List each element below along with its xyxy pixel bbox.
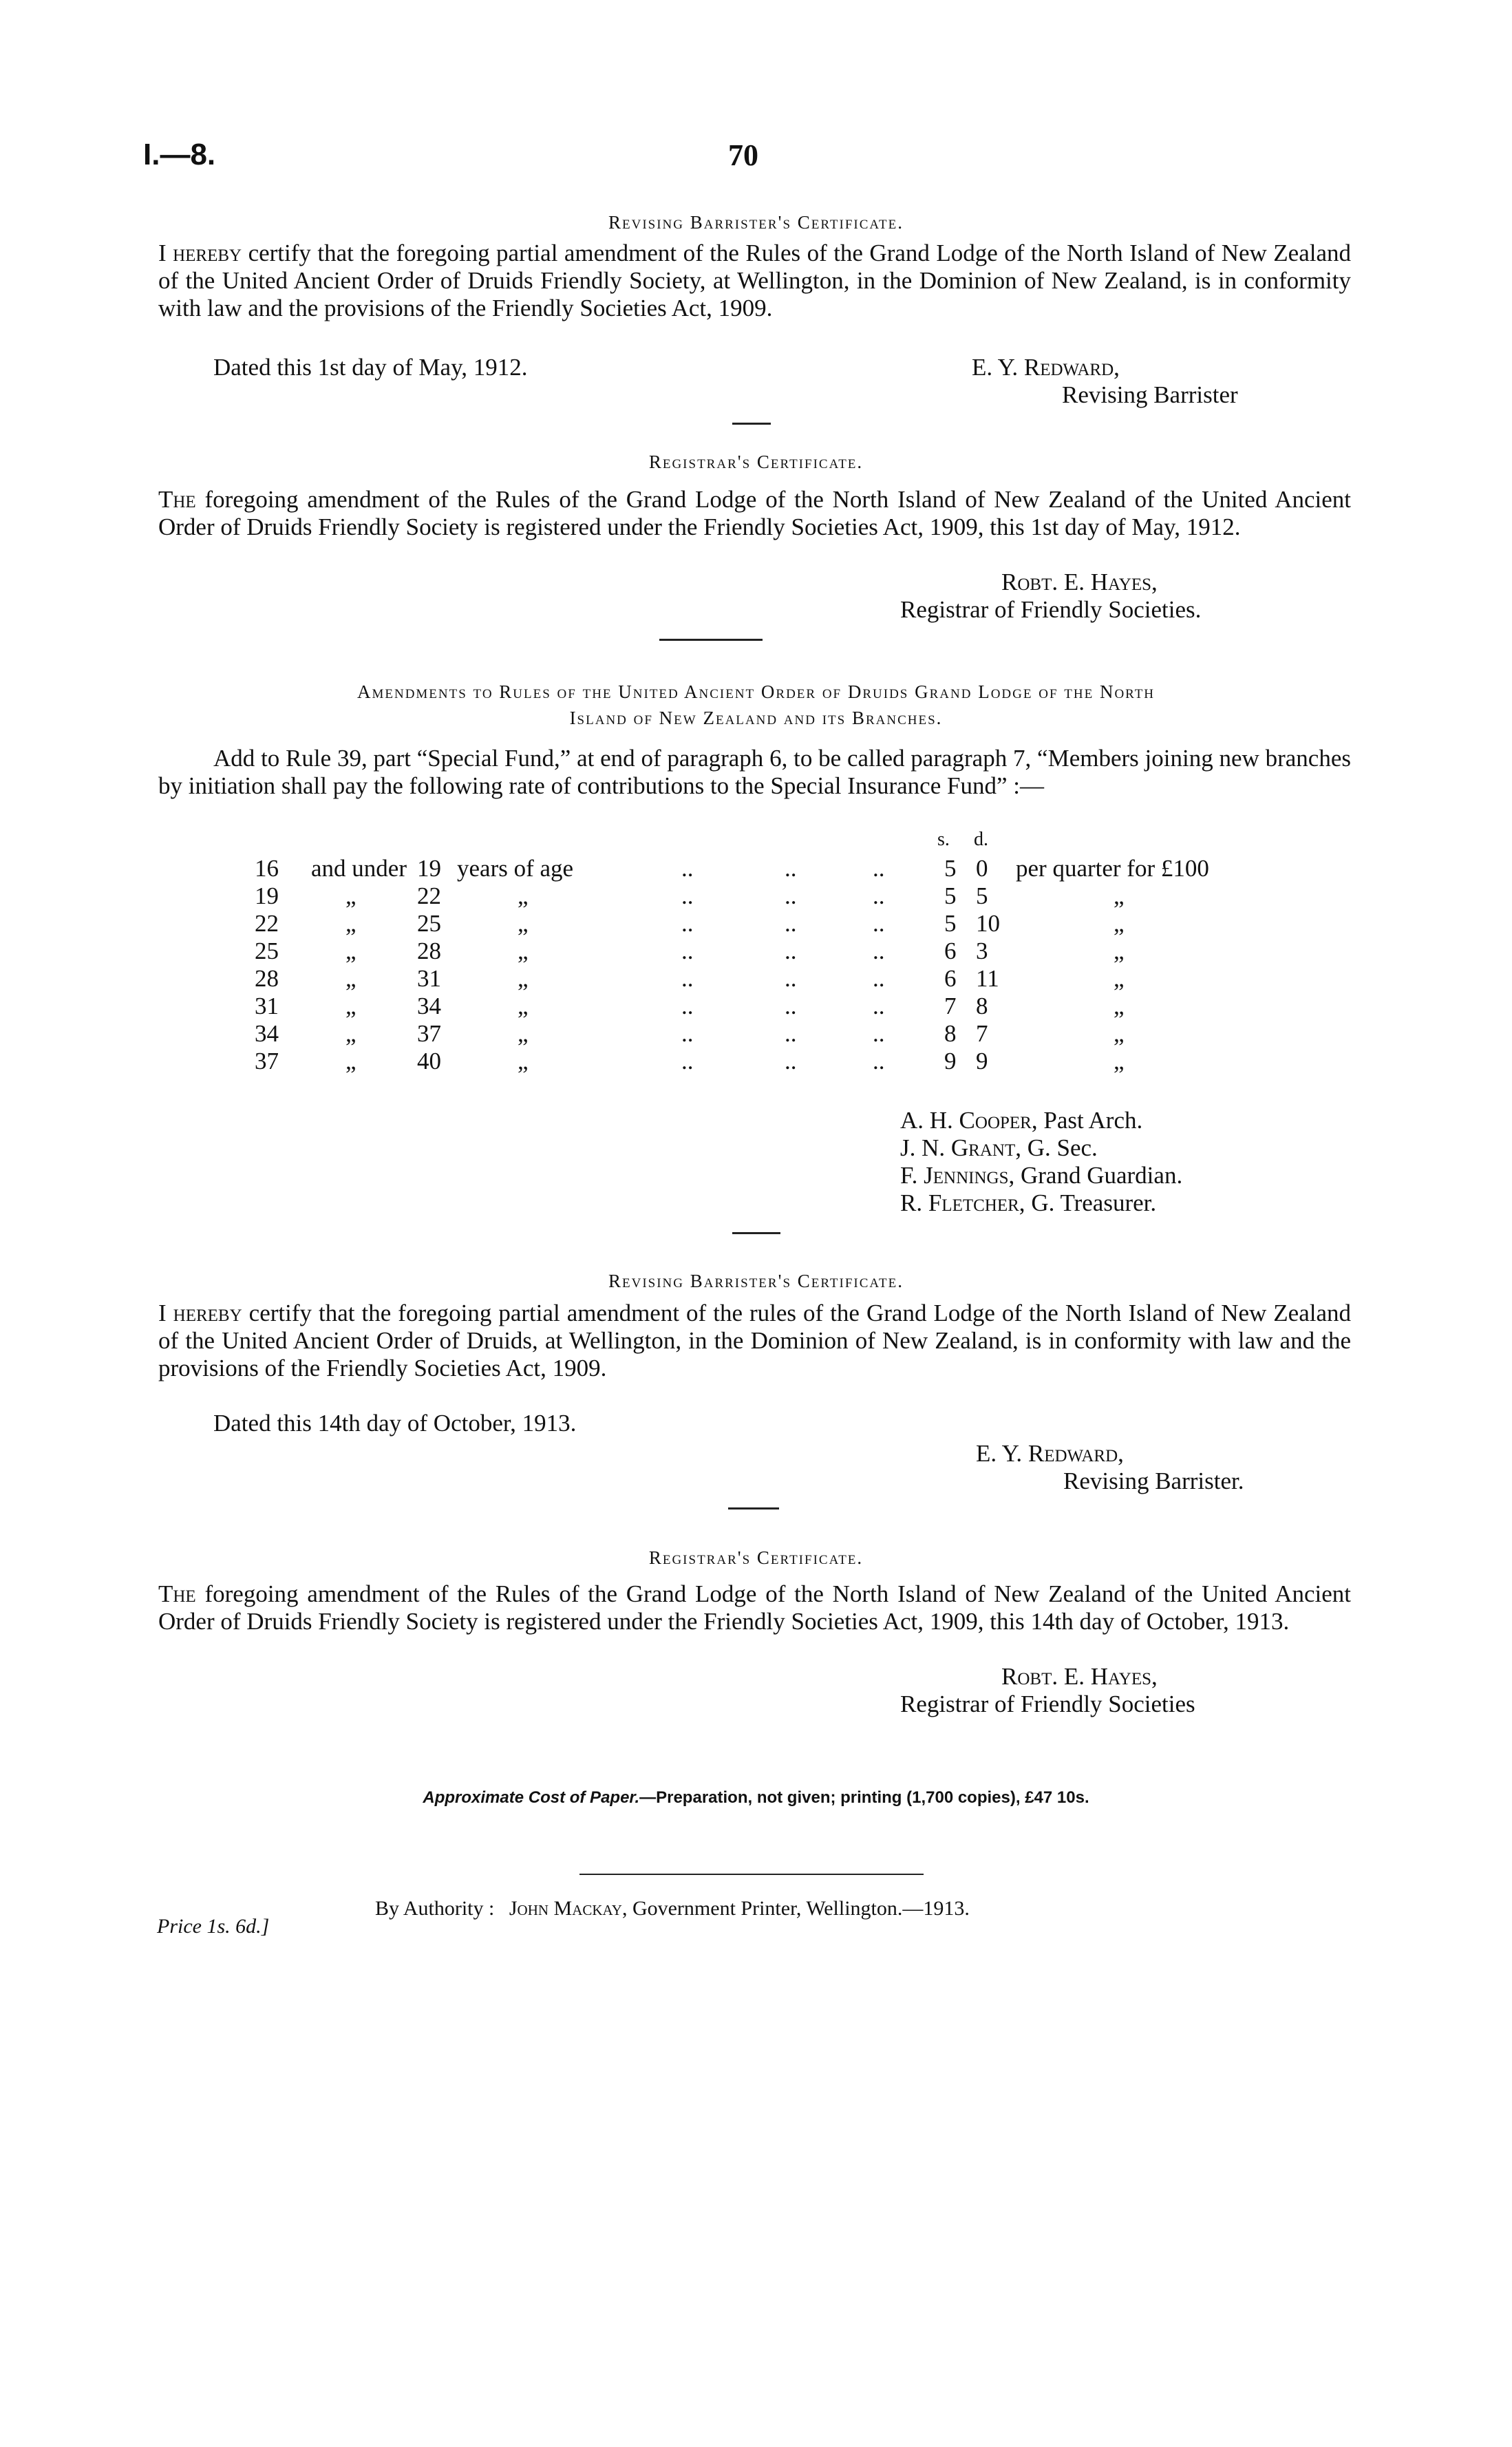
- age-from: 22: [255, 910, 279, 937]
- signatory: [900, 1107, 1142, 1134]
- leader-dots: ..: [681, 855, 694, 882]
- age-word: and under: [311, 855, 407, 882]
- signatory-role: G. Treasurer.: [1025, 1189, 1157, 1216]
- age-to: 31: [417, 965, 441, 992]
- age-to: 37: [417, 1020, 441, 1047]
- shillings-value: 8: [944, 1020, 957, 1047]
- cost-note: [0, 1788, 1512, 1808]
- leader-dots: ..: [785, 938, 797, 964]
- reg1-heading: Registrar's Certificate.: [648, 452, 864, 472]
- signatory-name: J. N. Grant,: [900, 1134, 1021, 1161]
- age-to: 19: [417, 855, 441, 882]
- signatory: [900, 1134, 1098, 1162]
- reg2-text: foregoing amendment of the Rules of the Grand Lodge of the North Island of New Zealand of the United Ancient Order of Druids Friendly Society is registered under the Friendly Societies Act, 1909, this 14th day of October, 1913.: [158, 1580, 1351, 1635]
- divider: [659, 639, 763, 641]
- pence-value: 7: [976, 1020, 988, 1047]
- reg1-signer: Robt. E. Hayes,: [1001, 569, 1158, 595]
- price: Price 1s. 6d.]: [157, 1915, 270, 1938]
- signatory-name: R. Fletcher,: [900, 1189, 1025, 1216]
- reg1-lead: The: [158, 486, 196, 513]
- cert2-title: Revising Barrister.: [1063, 1468, 1244, 1494]
- pence-value: 9: [976, 1048, 988, 1074]
- leader-dots: ..: [681, 993, 694, 1019]
- reg1-title: Registrar of Friendly Societies.: [900, 596, 1202, 623]
- cert1-body: [158, 240, 1351, 322]
- age-word: „: [345, 993, 356, 1019]
- divider: [732, 423, 771, 425]
- signatory: [900, 1162, 1182, 1189]
- leader-dots: ..: [681, 882, 694, 909]
- reg1-body: [158, 486, 1351, 541]
- rate-note: „: [1114, 882, 1125, 909]
- leader-dots: ..: [785, 965, 797, 992]
- age-to: 25: [417, 910, 441, 937]
- age-suffix: „: [518, 1020, 529, 1047]
- cost-text: —Preparation, not given; printing (1,700 copies), £47 10s.: [639, 1788, 1089, 1807]
- signatory-role: G. Sec.: [1021, 1134, 1098, 1161]
- shillings-value: 5: [944, 855, 957, 882]
- leader-dots: ..: [681, 910, 694, 937]
- cert1-lead: I hereby: [158, 240, 242, 266]
- signatory-role: Grand Guardian.: [1014, 1162, 1183, 1189]
- document-reference: I.—8.: [143, 138, 216, 171]
- age-word: „: [345, 938, 356, 964]
- cert1-title: Revising Barrister: [1062, 381, 1238, 408]
- leader-dots: ..: [785, 1020, 797, 1047]
- age-from: 25: [255, 938, 279, 964]
- column-header-shillings: s.: [937, 829, 950, 850]
- age-word: „: [345, 910, 356, 937]
- column-header-pence: d.: [974, 829, 988, 850]
- age-to: 22: [417, 882, 441, 909]
- amendments-heading-line2: Island of New Zealand and its Branches.: [569, 708, 943, 728]
- age-to: 34: [417, 993, 441, 1019]
- leader-dots: ..: [681, 965, 694, 992]
- leader-dots: ..: [873, 993, 885, 1019]
- divider: [732, 1232, 780, 1234]
- divider: [579, 1874, 924, 1875]
- leader-dots: ..: [785, 855, 797, 882]
- table-row: [0, 993, 1512, 1020]
- table-row: [0, 1048, 1512, 1075]
- age-suffix: „: [518, 910, 529, 937]
- cert2-lead: I hereby: [158, 1300, 242, 1326]
- rate-note: „: [1114, 938, 1125, 964]
- pence-value: 10: [976, 910, 1000, 937]
- table-row: [0, 1020, 1512, 1048]
- cert1-text: certify that the foregoing partial amendment of the Rules of the Grand Lodge of the North Island of New Zealand of the United Ancient Order of Druids Friendly Society, at Wellington, in the Dominion of New Zealand, is in conformity with law and the provisions of the Friendly Societies Act, 1909.: [158, 240, 1351, 321]
- reg2-body: [158, 1580, 1351, 1635]
- reg1-text: foregoing amendment of the Rules of the Grand Lodge of the North Island of New Zealand of the United Ancient Order of Druids Friendly Society is registered under the Friendly Societies Act, 1909, this 1st day of May, 1912.: [158, 486, 1351, 540]
- pence-value: 0: [976, 855, 988, 882]
- pence-value: 5: [976, 882, 988, 909]
- age-word: „: [345, 965, 356, 992]
- age-suffix: „: [518, 965, 529, 992]
- reg2-title: Registrar of Friendly Societies: [900, 1691, 1195, 1717]
- pence-value: 8: [976, 993, 988, 1019]
- shillings-value: 9: [944, 1048, 957, 1074]
- reg2-lead: The: [158, 1580, 196, 1607]
- reg2-heading: Registrar's Certificate.: [648, 1547, 864, 1568]
- amendments-heading-line1: Amendments to Rules of the United Ancient Order of Druids Grand Lodge of the North: [356, 681, 1156, 702]
- printer-imprint: [375, 1897, 970, 1920]
- rate-note: „: [1114, 1020, 1125, 1047]
- pence-value: 11: [976, 965, 999, 992]
- amendments-intro: Add to Rule 39, part “Special Fund,” at end of paragraph 6, to be called paragraph 7, “Members joining new branches by initiation shall pay the following rate of contributions to the Special Insurance Fund” :—: [158, 745, 1351, 799]
- shillings-value: 5: [944, 910, 957, 937]
- age-from: 16: [255, 855, 279, 882]
- rate-note: per quarter for £100: [1016, 855, 1209, 882]
- age-word: „: [345, 882, 356, 909]
- signatory: [900, 1189, 1156, 1217]
- table-row: [0, 855, 1512, 882]
- leader-dots: ..: [873, 882, 885, 909]
- pence-value: 3: [976, 938, 988, 964]
- leader-dots: ..: [873, 910, 885, 937]
- leader-dots: ..: [681, 938, 694, 964]
- cert1-signer: E. Y. Redward,: [972, 354, 1120, 381]
- cost-label: Approximate Cost of Paper.: [423, 1788, 640, 1807]
- age-from: 37: [255, 1048, 279, 1074]
- age-to: 28: [417, 938, 441, 964]
- table-row: [0, 965, 1512, 993]
- printer-name: John Mackay,: [509, 1897, 628, 1920]
- rate-note: „: [1114, 993, 1125, 1019]
- shillings-value: 7: [944, 993, 957, 1019]
- page-number: 70: [728, 138, 758, 172]
- shillings-value: 6: [944, 965, 957, 992]
- leader-dots: ..: [785, 993, 797, 1019]
- cert1-dated: Dated this 1st day of May, 1912.: [213, 354, 528, 381]
- leader-dots: ..: [681, 1048, 694, 1074]
- age-suffix: „: [518, 882, 529, 909]
- leader-dots: ..: [873, 965, 885, 992]
- age-word: „: [345, 1020, 356, 1047]
- age-suffix: „: [518, 938, 529, 964]
- leader-dots: ..: [873, 855, 885, 882]
- age-to: 40: [417, 1048, 441, 1074]
- reg2-signer: Robt. E. Hayes,: [1001, 1663, 1158, 1690]
- signatory-name: F. Jennings,: [900, 1162, 1015, 1189]
- shillings-value: 5: [944, 882, 957, 909]
- table-row: [0, 938, 1512, 965]
- age-word: „: [345, 1048, 356, 1074]
- cert2-body: [158, 1300, 1351, 1382]
- age-suffix: „: [518, 993, 529, 1019]
- leader-dots: ..: [785, 910, 797, 937]
- table-row: [0, 882, 1512, 910]
- cert2-text: certify that the foregoing partial amendment of the rules of the Grand Lodge of the North Island of New Zealand of the United Ancient Order of Druids, at Wellington, in the Dominion of New Zealand, is in conformity with law and the provisions of the Friendly Societies Act, 1909.: [158, 1300, 1352, 1381]
- cert2-heading: Revising Barrister's Certificate.: [608, 1271, 904, 1291]
- printer-details: Government Printer, Wellington.—1913.: [627, 1897, 970, 1920]
- rate-note: „: [1114, 965, 1125, 992]
- leader-dots: ..: [873, 938, 885, 964]
- signatory-name: A. H. Cooper,: [900, 1107, 1038, 1134]
- rate-note: „: [1114, 910, 1125, 937]
- cert2-signer: E. Y. Redward,: [976, 1440, 1124, 1467]
- cert1-heading: Revising Barrister's Certificate.: [608, 212, 904, 233]
- leader-dots: ..: [785, 882, 797, 909]
- authority-label: By Authority :: [375, 1897, 495, 1920]
- age-from: 19: [255, 882, 279, 909]
- age-suffix: years of age: [457, 855, 574, 882]
- leader-dots: ..: [785, 1048, 797, 1074]
- shillings-value: 6: [944, 938, 957, 964]
- leader-dots: ..: [681, 1020, 694, 1047]
- leader-dots: ..: [873, 1048, 885, 1074]
- cert2-dated: Dated this 14th day of October, 1913.: [213, 1410, 577, 1437]
- signatory-role: Past Arch.: [1037, 1107, 1143, 1134]
- age-from: 31: [255, 993, 279, 1019]
- age-suffix: „: [518, 1048, 529, 1074]
- leader-dots: ..: [873, 1020, 885, 1047]
- table-row: [0, 910, 1512, 938]
- divider: [728, 1507, 779, 1509]
- rate-note: „: [1114, 1048, 1125, 1074]
- age-from: 28: [255, 965, 279, 992]
- age-from: 34: [255, 1020, 279, 1047]
